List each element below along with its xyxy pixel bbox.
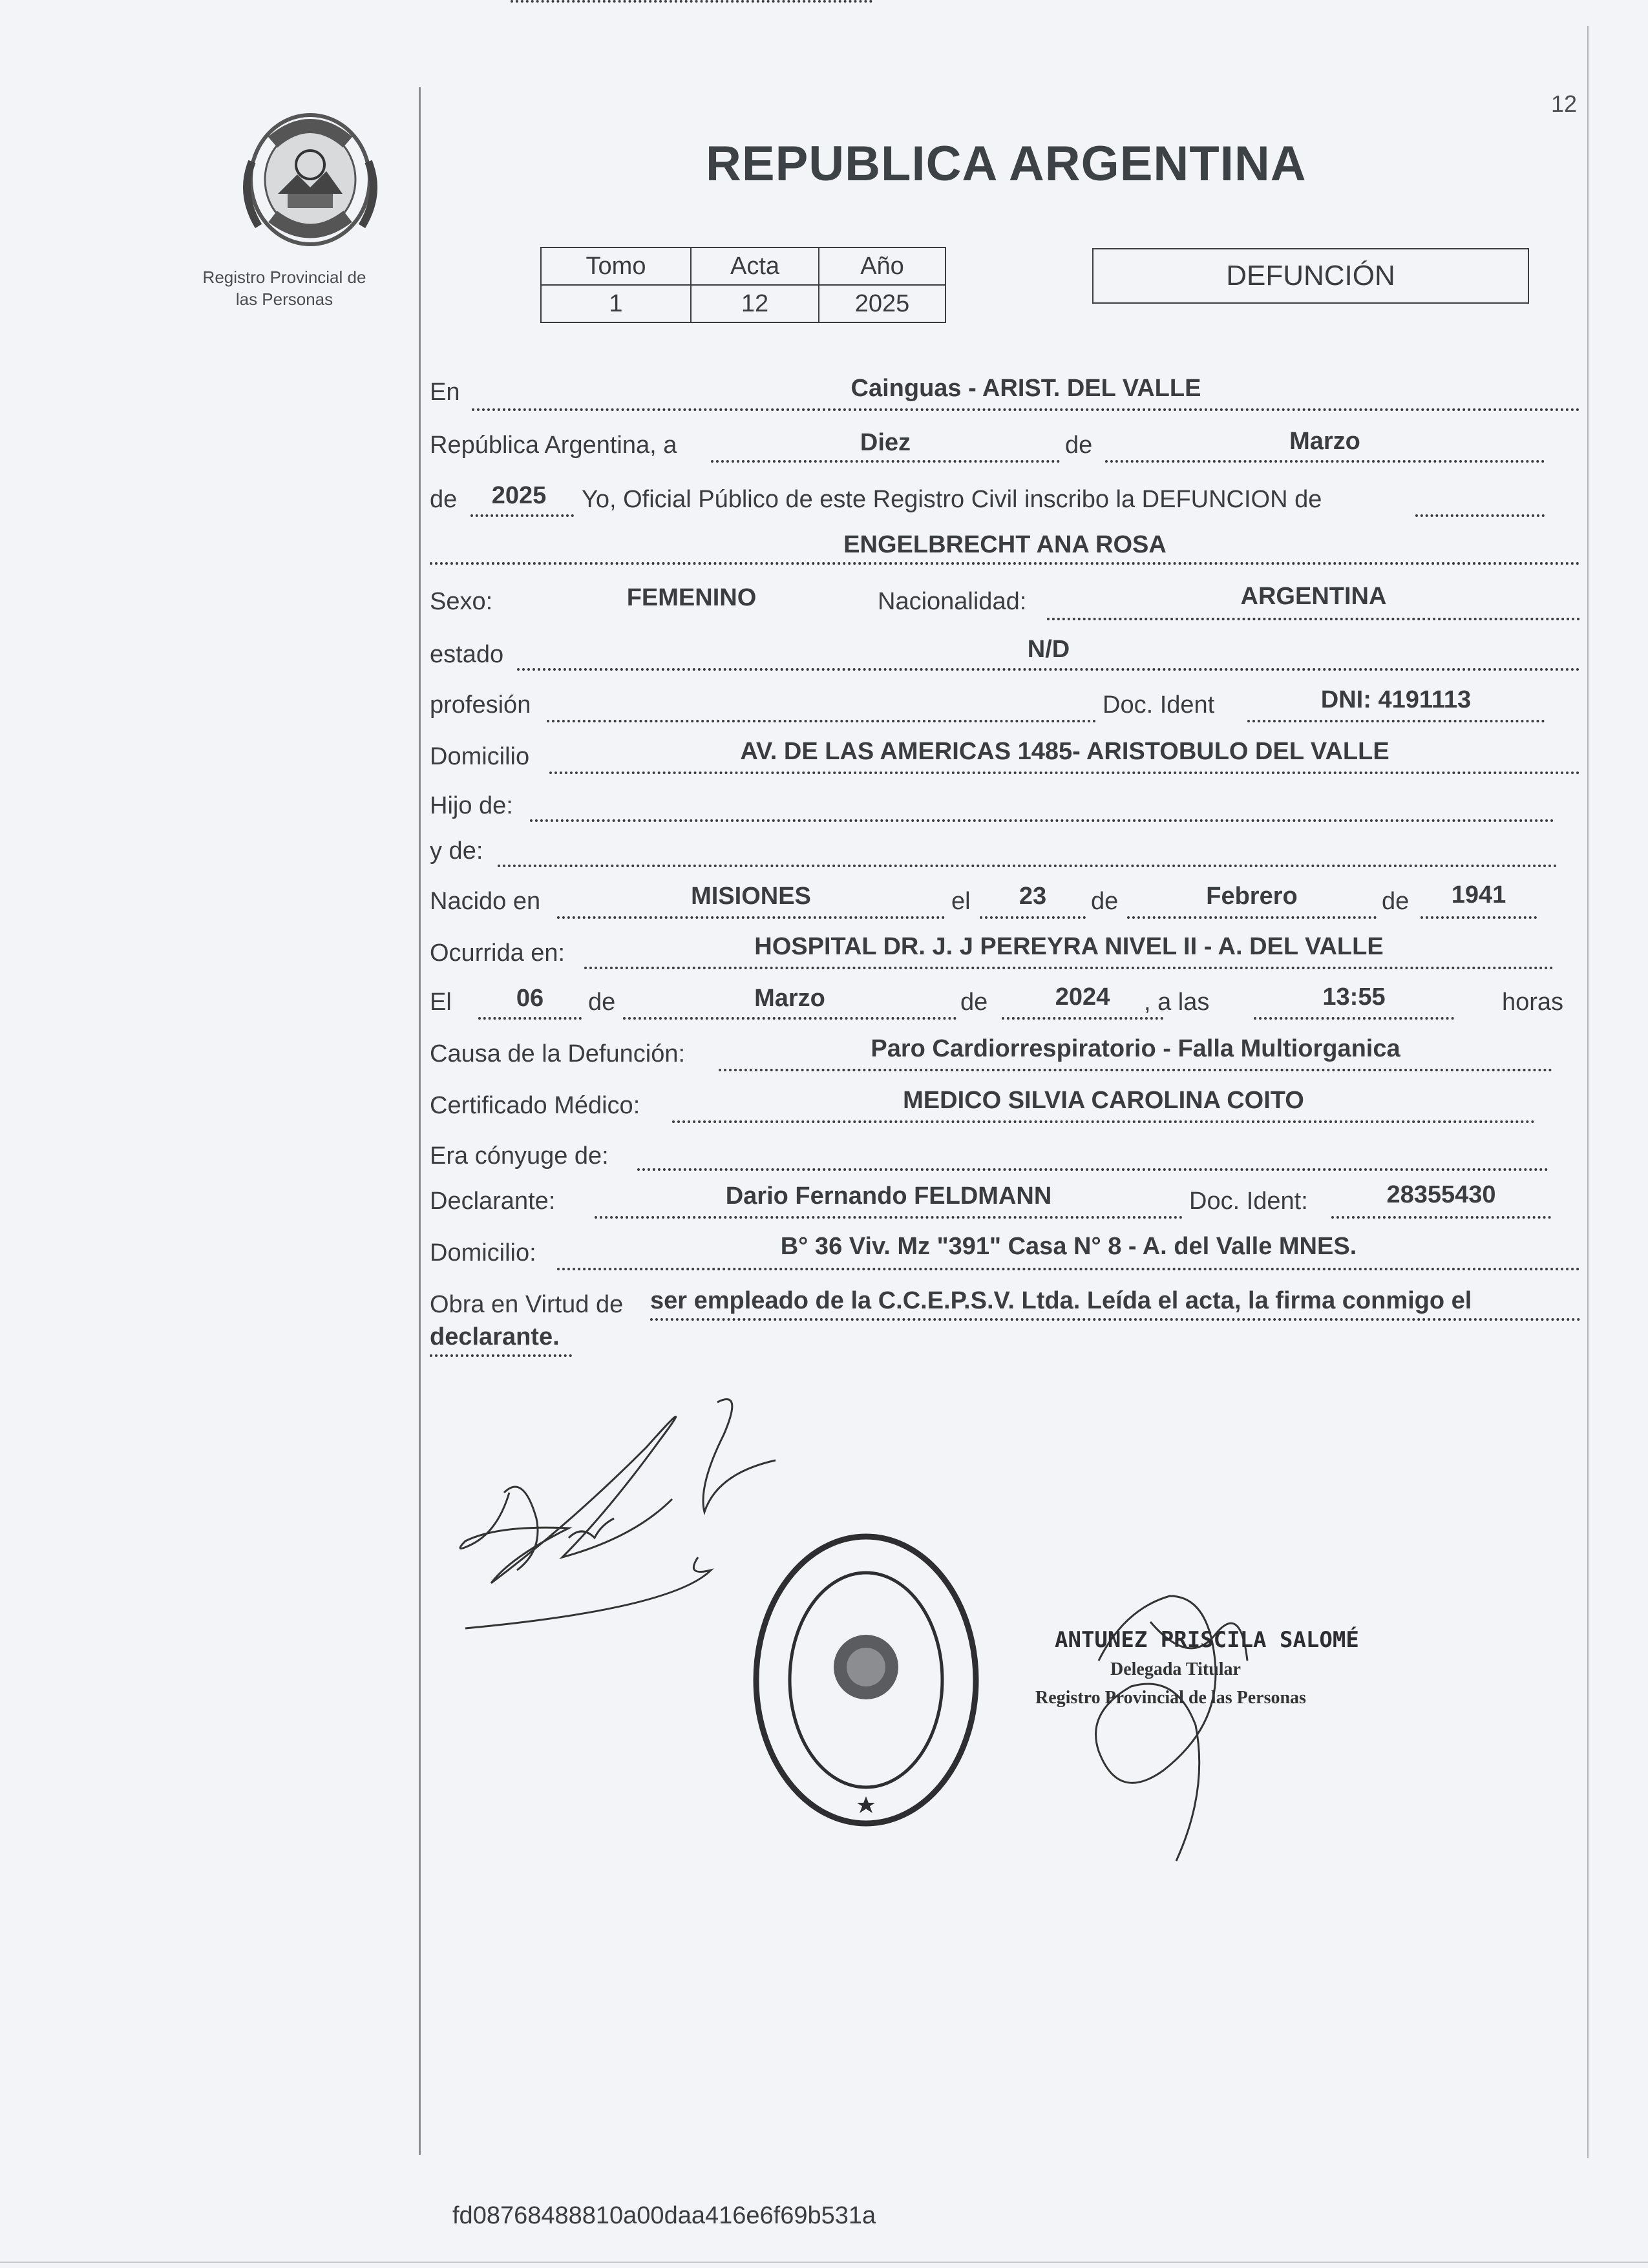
label-en: En — [430, 379, 460, 406]
value-nacionalidad: ARGENTINA — [1240, 583, 1387, 610]
dotline-nacionalidad — [1047, 618, 1580, 620]
record-table-value-row — [541, 285, 945, 322]
label-republica: República Argentina, a — [430, 432, 677, 459]
value-sexo: FEMENINO — [626, 584, 757, 611]
value-declarante: Dario Fernando FELDMANN — [725, 1182, 1052, 1210]
label-el: el — [951, 888, 971, 915]
label-declarante: Declarante: — [430, 1188, 556, 1215]
dotline-nacido-mes — [1127, 916, 1377, 919]
dotline-causa — [719, 1069, 1552, 1071]
value-lugar: Cainguas - ARIST. DEL VALLE — [850, 375, 1201, 402]
dotline-obra-1 — [650, 1318, 1581, 1321]
label-horas: horas — [1502, 989, 1564, 1016]
left-margin-line — [419, 87, 421, 2155]
dotline-dia-inscripcion — [711, 460, 1060, 463]
record-table — [540, 247, 946, 323]
label-causa: Causa de la Defunción: — [430, 1040, 686, 1067]
label-nacido-en: Nacido en — [430, 888, 541, 915]
record-table-value-tomo: 1 — [541, 285, 691, 322]
label-a-las: , a las — [1144, 989, 1210, 1016]
value-mes-inscripcion: Marzo — [1289, 428, 1360, 455]
value-anio-inscripcion: 2025 — [491, 482, 547, 509]
value-defuncion-anio: 2024 — [1055, 983, 1110, 1011]
dotline-declarante-doc — [1331, 1216, 1551, 1219]
dotline-defuncion-anio — [1002, 1017, 1163, 1020]
record-table-value-acta: 12 — [691, 285, 819, 322]
page-number: 12 — [1551, 90, 1578, 117]
dotline-declarante — [595, 1216, 1183, 1219]
document-type-box: DEFUNCIÓN — [1092, 248, 1529, 304]
dotline-domicilio — [549, 772, 1580, 774]
label-de-2: de — [430, 486, 458, 513]
value-nacido-en: MISIONES — [691, 883, 811, 910]
province-seal-logo — [233, 103, 388, 252]
record-table-header-acta: Acta — [691, 247, 819, 285]
dotline-estado — [517, 668, 1580, 671]
dotline-sexo — [511, 0, 872, 3]
value-defuncion-mes: Marzo — [754, 985, 825, 1012]
value-domicilio: AV. DE LAS AMERICAS 1485- ARISTOBULO DEL VALLE — [740, 738, 1389, 765]
dotline-doc-ident — [1247, 720, 1545, 722]
logo-caption-line2: las Personas — [235, 289, 333, 309]
label-de-5: de — [588, 989, 616, 1016]
label-certificado: Certificado Médico: — [430, 1092, 640, 1119]
value-certificado: MEDICO SILVIA CAROLINA COITO — [903, 1087, 1304, 1114]
logo-caption-line1: Registro Provincial de — [202, 268, 366, 287]
value-hora: 13:55 — [1322, 983, 1386, 1011]
official-signature — [1021, 1557, 1383, 1867]
dotline-profesion — [547, 720, 1096, 722]
label-estado: estado — [430, 641, 504, 668]
value-nacido-dia: 23 — [1019, 883, 1047, 910]
declarant-signature — [439, 1363, 801, 1635]
dotline-hora — [1254, 1017, 1454, 1020]
dotline-y-de — [498, 865, 1558, 867]
dotline-defuncion-dia — [478, 1017, 582, 1020]
record-table-header-tomo: Tomo — [541, 247, 691, 285]
dotline-mes-inscripcion — [1105, 460, 1545, 463]
label-de-4: de — [1382, 888, 1410, 915]
dotline-nacido-en — [557, 916, 945, 919]
label-doc-ident: Doc. Ident — [1103, 691, 1215, 719]
value-obra-line1: ser empleado de la C.C.E.P.S.V. Ltda. Leída el acta, la firma conmigo el — [650, 1287, 1472, 1314]
label-domicilio-2: Domicilio: — [430, 1239, 536, 1266]
value-dia-inscripcion: Diez — [860, 429, 911, 456]
label-hijo-de: Hijo de: — [430, 792, 513, 819]
value-declarante-domicilio: B° 36 Viv. Mz "391" Casa N° 8 - A. del Valle MNES. — [780, 1233, 1357, 1260]
label-conyuge: Era cónyuge de: — [430, 1142, 609, 1170]
dotline-lugar — [472, 408, 1580, 411]
value-nombre: ENGELBRECHT ANA ROSA — [843, 531, 1167, 558]
record-table-value-anio: 2025 — [819, 285, 945, 322]
label-domicilio: Domicilio — [430, 743, 530, 770]
dotline-obra-2 — [430, 1354, 572, 1357]
dotline-certificado — [672, 1120, 1535, 1123]
right-margin-line — [1587, 26, 1589, 2158]
value-obra-line2: declarante. — [430, 1323, 560, 1350]
record-table-header-anio: Año — [819, 247, 945, 285]
label-y-de: y de: — [430, 837, 483, 865]
dotline-hijo-de — [530, 819, 1554, 822]
value-declarante-doc: 28355430 — [1386, 1181, 1496, 1208]
label-de-3: de — [1091, 888, 1119, 915]
label-ocurrida-en: Ocurrida en: — [430, 940, 565, 967]
record-table-header-row — [541, 247, 945, 285]
bottom-edge-line — [0, 2262, 1648, 2263]
dotline-declarante-domicilio — [557, 1268, 1580, 1270]
logo-caption — [181, 266, 388, 310]
value-ocurrida-en: HOSPITAL DR. J. J PEREYRA NIVEL II - A. DEL VALLE — [754, 933, 1384, 960]
dotline-nacido-anio — [1421, 916, 1537, 919]
document-hash: fd08768488810a00daa416e6f69b531a — [452, 2202, 876, 2229]
official-role: Delegada Titular — [1110, 1659, 1241, 1679]
official-office: Registro Provincial de las Personas — [1035, 1688, 1306, 1708]
label-profesion: profesión — [430, 691, 531, 719]
dotline-conyuge — [637, 1168, 1548, 1171]
dotline-nacido-dia — [980, 916, 1086, 919]
document-title: REPUBLICA ARGENTINA — [706, 136, 1307, 191]
value-nacido-mes: Febrero — [1206, 883, 1298, 910]
registry-stamp — [750, 1525, 982, 1835]
official-name: ANTUNEZ PRISCILA SALOMÉ — [1055, 1627, 1359, 1653]
label-yo-oficial: Yo, Oficial Público de este Registro Civil inscribo la DEFUNCION de — [582, 486, 1322, 513]
label-doc-ident-2: Doc. Ident: — [1189, 1188, 1308, 1215]
label-obra: Obra en Virtud de — [430, 1291, 624, 1318]
dotline-defuncion-de — [1415, 514, 1545, 517]
label-de-1: de — [1065, 432, 1093, 459]
dotline-defuncion-mes — [623, 1017, 956, 1020]
dotline-ocurrida-en — [584, 967, 1554, 969]
dotline-anio-inscripcion — [470, 514, 574, 517]
label-sexo: Sexo: — [430, 588, 493, 615]
dotline-nombre — [430, 562, 1580, 565]
value-estado: N/D — [1027, 636, 1070, 663]
label-nacionalidad: Nacionalidad: — [878, 588, 1027, 615]
value-defuncion-dia: 06 — [516, 985, 544, 1012]
label-de-6: de — [960, 989, 988, 1016]
label-el-cap: El — [430, 989, 452, 1016]
value-doc-ident: DNI: 4191113 — [1320, 686, 1472, 713]
value-causa: Paro Cardiorrespiratorio - Falla Multiorganica — [871, 1035, 1400, 1062]
value-nacido-anio: 1941 — [1451, 881, 1506, 908]
